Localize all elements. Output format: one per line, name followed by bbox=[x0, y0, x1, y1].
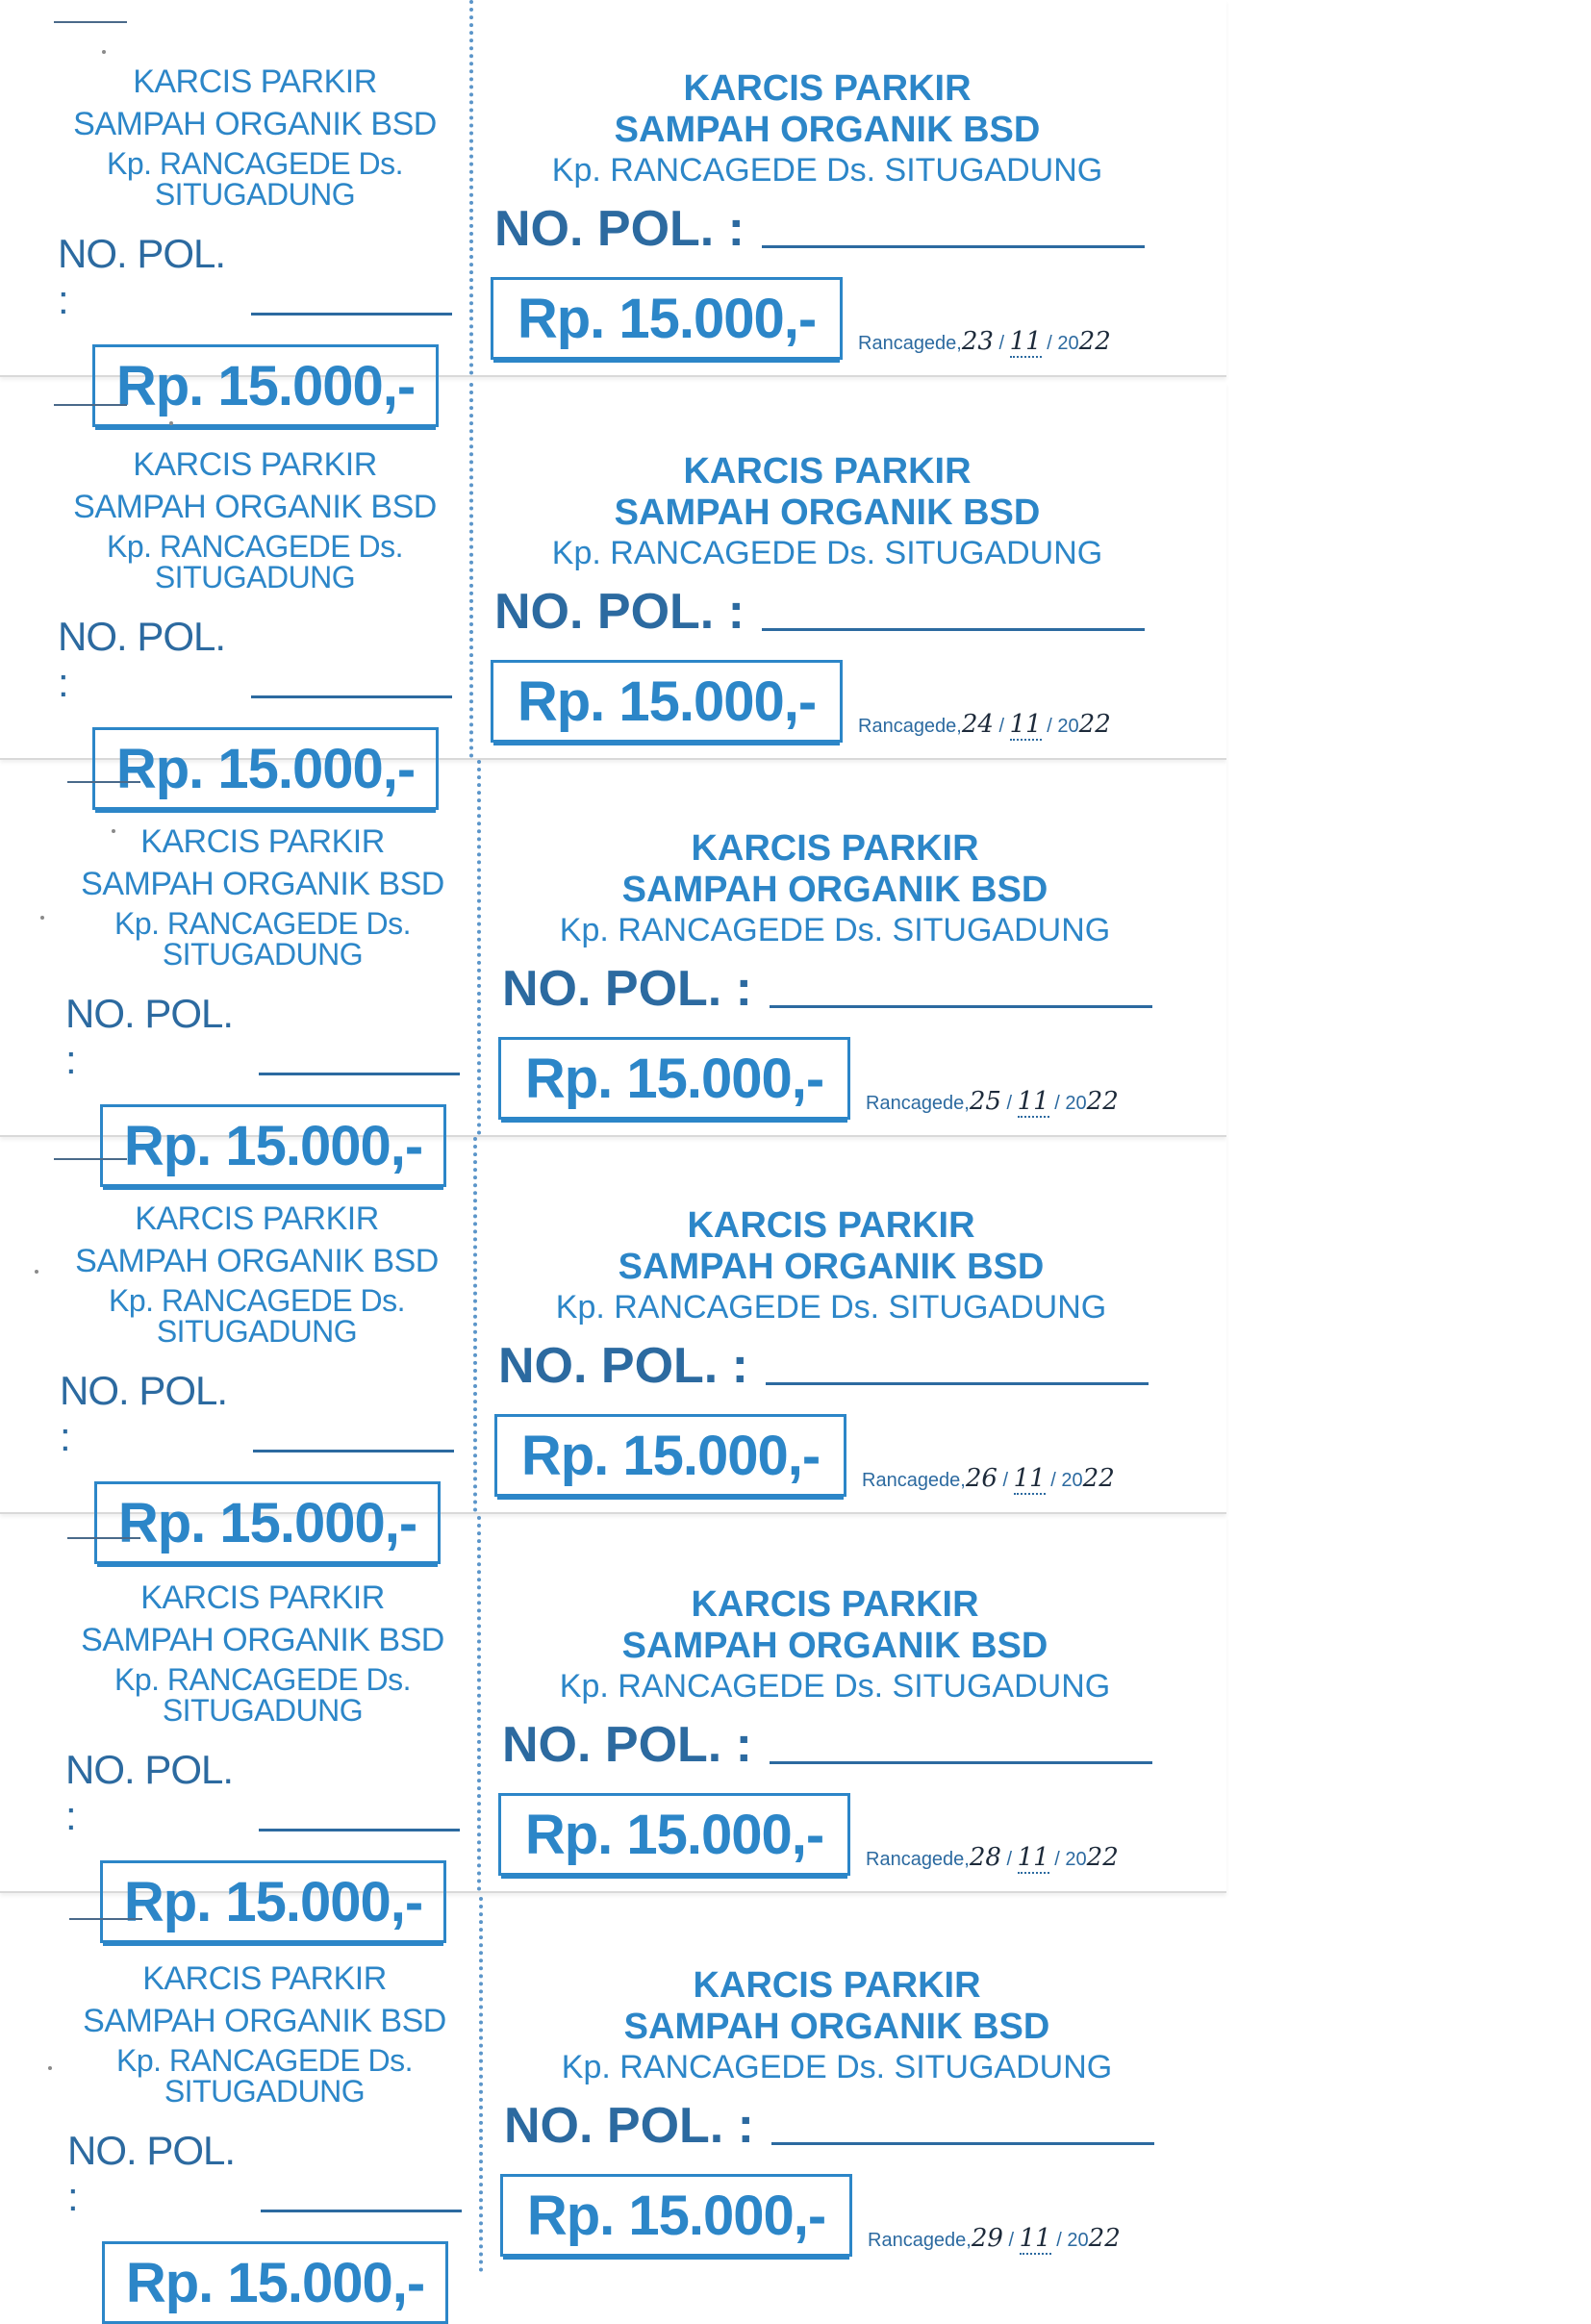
stub-address: Kp. RANCAGEDE Ds. SITUGADUNG bbox=[106, 529, 403, 594]
main-nopol bbox=[491, 583, 1164, 641]
main-nopol-blank bbox=[771, 2142, 1154, 2145]
main-nopol-label: NO. POL. : bbox=[494, 201, 745, 258]
main-lower-row bbox=[494, 1414, 1168, 1497]
handwritten-month: 11 bbox=[1009, 710, 1042, 740]
stub-nopol-label: NO. POL. : bbox=[58, 231, 226, 322]
scan-speck bbox=[40, 916, 44, 920]
main-price: Rp. 15.000,- bbox=[498, 1793, 850, 1876]
stub-nopol bbox=[58, 614, 452, 706]
main-lower-row bbox=[491, 277, 1164, 360]
scan-speck bbox=[35, 1270, 38, 1274]
place-label: Rancagede, bbox=[858, 333, 962, 355]
ticket-stub bbox=[58, 448, 452, 810]
perforation-line bbox=[469, 0, 473, 375]
place-label: Rancagede, bbox=[866, 1093, 970, 1115]
parking-ticket bbox=[0, 1137, 1226, 1554]
ticket-stub bbox=[65, 825, 460, 1187]
year-prefix: 20 bbox=[1067, 2230, 1089, 2252]
main-nopol bbox=[498, 960, 1172, 1018]
handwritten-year: 22 bbox=[1078, 327, 1111, 357]
stub-nopol-blank bbox=[261, 2210, 462, 2212]
year-prefix: 20 bbox=[1057, 716, 1079, 738]
perforation-line bbox=[469, 383, 473, 758]
ticket-main bbox=[491, 452, 1164, 743]
main-nopol-blank bbox=[766, 1382, 1149, 1385]
handwritten-month: 11 bbox=[1019, 2224, 1051, 2254]
handwritten-year: 22 bbox=[1086, 1087, 1119, 1117]
parking-ticket bbox=[0, 1897, 1226, 2314]
stub-nopol bbox=[65, 991, 460, 1083]
stub-nopol-blank bbox=[251, 313, 452, 316]
stub-address: Kp. RANCAGEDE Ds. SITUGADUNG bbox=[108, 1283, 405, 1349]
stub-nopol-blank bbox=[259, 1073, 460, 1075]
main-address: Kp. RANCAGEDE Ds. SITUGADUNG bbox=[561, 2049, 1113, 2086]
edge-mark bbox=[67, 1537, 140, 1539]
ticket-stub bbox=[67, 1962, 462, 2324]
main-subtitle: SAMPAH ORGANIK BSD bbox=[614, 492, 1041, 533]
main-subtitle: SAMPAH ORGANIK BSD bbox=[618, 1246, 1045, 1287]
handwritten-month: 11 bbox=[1009, 327, 1042, 357]
ticket-main bbox=[494, 1206, 1168, 1497]
stub-price: Rp. 15.000,- bbox=[92, 727, 439, 810]
main-nopol bbox=[500, 2097, 1174, 2155]
stub-address: Kp. RANCAGEDE Ds. SITUGADUNG bbox=[106, 146, 403, 212]
stub-nopol-label: NO. POL. : bbox=[58, 614, 226, 705]
main-price: Rp. 15.000,- bbox=[491, 660, 843, 743]
parking-ticket bbox=[0, 1516, 1226, 1933]
stub-subtitle: SAMPAH ORGANIK BSD bbox=[73, 106, 437, 142]
main-price: Rp. 15.000,- bbox=[491, 277, 843, 360]
main-subtitle: SAMPAH ORGANIK BSD bbox=[623, 2006, 1050, 2047]
main-price: Rp. 15.000,- bbox=[500, 2174, 852, 2257]
main-nopol-label: NO. POL. : bbox=[498, 1338, 748, 1395]
perforation-line bbox=[477, 1516, 481, 1891]
scan-speck bbox=[112, 829, 115, 833]
main-title: KARCIS PARKIR bbox=[683, 68, 972, 109]
handwritten-day: 24 bbox=[961, 710, 994, 740]
main-nopol-label: NO. POL. : bbox=[494, 584, 745, 641]
ticket-main bbox=[500, 1966, 1174, 2257]
date-line: Rancagede,24 / 11 / 2022 bbox=[858, 710, 1111, 740]
stub-price: Rp. 15.000,- bbox=[100, 1104, 446, 1187]
year-prefix: 20 bbox=[1065, 1093, 1087, 1115]
ticket-main bbox=[498, 1585, 1172, 1876]
main-title: KARCIS PARKIR bbox=[691, 828, 979, 869]
date-line: Rancagede,25 / 11 / 2022 bbox=[866, 1087, 1119, 1117]
main-nopol bbox=[491, 200, 1164, 258]
stub-nopol-label: NO. POL. : bbox=[60, 1368, 228, 1459]
ticket-stub bbox=[60, 1202, 454, 1564]
main-nopol bbox=[494, 1337, 1168, 1395]
place-label: Rancagede, bbox=[868, 2230, 972, 2252]
stub-subtitle: SAMPAH ORGANIK BSD bbox=[75, 1243, 439, 1279]
stub-title: KARCIS PARKIR bbox=[140, 1579, 385, 1616]
main-nopol-blank bbox=[762, 245, 1145, 248]
main-lower-row bbox=[498, 1037, 1172, 1120]
main-nopol bbox=[498, 1716, 1172, 1774]
stub-title: KARCIS PARKIR bbox=[135, 1200, 379, 1237]
stub-subtitle: SAMPAH ORGANIK BSD bbox=[81, 866, 444, 902]
stub-address: Kp. RANCAGEDE Ds. SITUGADUNG bbox=[115, 2043, 413, 2109]
year-prefix: 20 bbox=[1057, 333, 1079, 355]
date-line: Rancagede,28 / 11 / 2022 bbox=[866, 1843, 1119, 1873]
stub-title: KARCIS PARKIR bbox=[142, 1960, 387, 1997]
date-line: Rancagede,26 / 11 / 2022 bbox=[862, 1464, 1115, 1494]
stub-title: KARCIS PARKIR bbox=[133, 63, 377, 100]
main-address: Kp. RANCAGEDE Ds. SITUGADUNG bbox=[555, 1289, 1107, 1326]
edge-mark bbox=[69, 1918, 142, 1920]
stub-nopol-label: NO. POL. : bbox=[65, 1747, 234, 1838]
main-price: Rp. 15.000,- bbox=[494, 1414, 846, 1497]
handwritten-year: 22 bbox=[1088, 2224, 1121, 2254]
main-address: Kp. RANCAGEDE Ds. SITUGADUNG bbox=[551, 535, 1103, 572]
handwritten-day: 26 bbox=[965, 1464, 998, 1494]
handwritten-year: 22 bbox=[1082, 1464, 1115, 1494]
stub-subtitle: SAMPAH ORGANIK BSD bbox=[83, 2003, 446, 2039]
main-address: Kp. RANCAGEDE Ds. SITUGADUNG bbox=[551, 152, 1103, 189]
handwritten-day: 25 bbox=[969, 1087, 1001, 1117]
place-label: Rancagede, bbox=[866, 1849, 970, 1871]
main-title: KARCIS PARKIR bbox=[693, 1965, 981, 2006]
stub-address: Kp. RANCAGEDE Ds. SITUGADUNG bbox=[114, 1662, 411, 1728]
stub-address: Kp. RANCAGEDE Ds. SITUGADUNG bbox=[114, 906, 411, 972]
stub-nopol-label: NO. POL. : bbox=[67, 2128, 236, 2219]
main-title: KARCIS PARKIR bbox=[691, 1584, 979, 1625]
stub-price: Rp. 15.000,- bbox=[102, 2241, 448, 2324]
stub-nopol-blank bbox=[253, 1450, 454, 1452]
main-nopol-label: NO. POL. : bbox=[502, 961, 752, 1018]
stub-nopol-label: NO. POL. : bbox=[65, 991, 234, 1082]
main-title: KARCIS PARKIR bbox=[687, 1205, 975, 1246]
scan-speck bbox=[102, 50, 106, 54]
date-line: Rancagede,23 / 11 / 2022 bbox=[858, 327, 1111, 357]
ticket-main bbox=[491, 69, 1164, 360]
handwritten-month: 11 bbox=[1017, 1843, 1049, 1873]
main-price: Rp. 15.000,- bbox=[498, 1037, 850, 1120]
main-nopol-label: NO. POL. : bbox=[504, 2098, 754, 2155]
year-prefix: 20 bbox=[1061, 1470, 1083, 1492]
main-lower-row bbox=[500, 2174, 1174, 2257]
stub-nopol bbox=[65, 1747, 460, 1839]
main-title: KARCIS PARKIR bbox=[683, 451, 972, 492]
main-nopol-blank bbox=[770, 1761, 1152, 1764]
edge-mark bbox=[54, 404, 127, 406]
main-lower-row bbox=[491, 660, 1164, 743]
stub-price: Rp. 15.000,- bbox=[100, 1860, 446, 1943]
main-nopol-label: NO. POL. : bbox=[502, 1717, 752, 1774]
edge-mark bbox=[54, 1158, 127, 1160]
date-line: Rancagede,29 / 11 / 2022 bbox=[868, 2224, 1121, 2254]
main-address: Kp. RANCAGEDE Ds. SITUGADUNG bbox=[559, 1668, 1111, 1705]
handwritten-month: 11 bbox=[1017, 1087, 1049, 1117]
perforation-line bbox=[479, 1897, 483, 2272]
stub-title: KARCIS PARKIR bbox=[140, 823, 385, 860]
parking-ticket bbox=[0, 383, 1226, 800]
stub-nopol bbox=[67, 2128, 462, 2220]
scan-speck bbox=[169, 421, 173, 425]
stub-subtitle: SAMPAH ORGANIK BSD bbox=[73, 489, 437, 525]
ticket-stub bbox=[58, 65, 452, 427]
year-prefix: 20 bbox=[1065, 1849, 1087, 1871]
main-nopol-blank bbox=[770, 1005, 1152, 1008]
stub-nopol-blank bbox=[251, 695, 452, 698]
parking-ticket bbox=[0, 760, 1226, 1177]
ticket-stub bbox=[65, 1581, 460, 1943]
main-nopol-blank bbox=[762, 628, 1145, 631]
perforation-line bbox=[477, 760, 481, 1135]
place-label: Rancagede, bbox=[858, 716, 962, 738]
edge-mark bbox=[54, 21, 127, 23]
place-label: Rancagede, bbox=[862, 1470, 966, 1492]
main-lower-row bbox=[498, 1793, 1172, 1876]
main-subtitle: SAMPAH ORGANIK BSD bbox=[621, 1625, 1048, 1666]
handwritten-day: 28 bbox=[969, 1843, 1001, 1873]
main-address: Kp. RANCAGEDE Ds. SITUGADUNG bbox=[559, 912, 1111, 949]
main-subtitle: SAMPAH ORGANIK BSD bbox=[621, 869, 1048, 910]
parking-ticket bbox=[0, 0, 1226, 417]
stub-nopol bbox=[58, 231, 452, 323]
stub-nopol bbox=[60, 1368, 454, 1460]
handwritten-day: 23 bbox=[961, 327, 994, 357]
handwritten-month: 11 bbox=[1013, 1464, 1046, 1494]
perforation-line bbox=[473, 1137, 477, 1512]
ticket-main bbox=[498, 829, 1172, 1120]
handwritten-day: 29 bbox=[971, 2224, 1003, 2254]
scan-speck bbox=[48, 2066, 52, 2070]
handwritten-year: 22 bbox=[1086, 1843, 1119, 1873]
stub-title: KARCIS PARKIR bbox=[133, 446, 377, 483]
main-subtitle: SAMPAH ORGANIK BSD bbox=[614, 109, 1041, 150]
edge-mark bbox=[67, 781, 140, 783]
stub-subtitle: SAMPAH ORGANIK BSD bbox=[81, 1622, 444, 1658]
stub-price: Rp. 15.000,- bbox=[94, 1481, 441, 1564]
stub-price: Rp. 15.000,- bbox=[92, 344, 439, 427]
handwritten-year: 22 bbox=[1078, 710, 1111, 740]
stub-nopol-blank bbox=[259, 1829, 460, 1831]
